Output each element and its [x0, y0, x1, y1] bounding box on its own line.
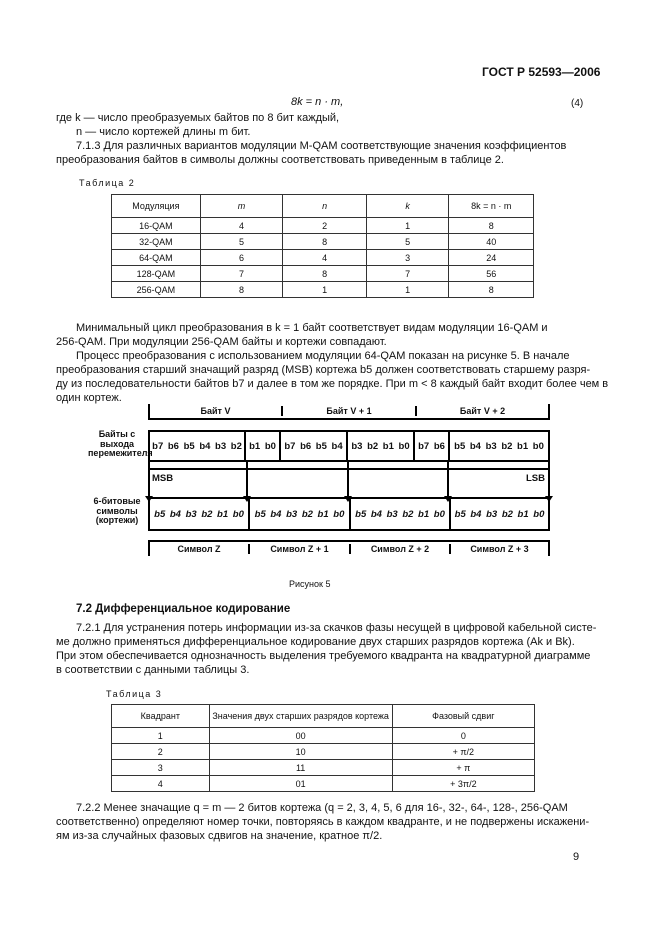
table-cell: 2: [112, 744, 210, 760]
table-row: [112, 266, 534, 282]
table-cell: 3: [112, 760, 210, 776]
table-cell: 56: [449, 266, 534, 282]
table-cell: 0: [392, 728, 534, 744]
para-proc-line-2: преобразования старший значащий разряд (MSB) кортежа b5 должен соответствовать старшему разря-: [56, 364, 591, 376]
table-cell: 2: [283, 218, 367, 234]
standard-header: ГОСТ Р 52593—2006: [482, 65, 601, 79]
table-cell: + π: [392, 760, 534, 776]
byte-bits: b7 b6: [415, 432, 450, 460]
table-cell: 5: [366, 234, 449, 250]
byte-label: Байт V: [200, 406, 231, 416]
table-row: [112, 250, 534, 266]
byte-bar-line: [148, 418, 550, 420]
table2-caption: Таблица 2: [79, 178, 136, 188]
msb-lsb-line: [148, 468, 550, 470]
para-722-line-2: соответственно) определяют номер точки, повторяясь в каждом квадранте, и не подвержены искажени-: [56, 816, 590, 828]
table-cell: 128-QAM: [112, 266, 201, 282]
para-proc-line-1: Процесс преобразования с использованием модуляции 64-QAM показан на рисунке 5. В начале: [76, 350, 570, 362]
symbol-bits: b5 b4 b3 b2 b1 b0: [454, 508, 545, 520]
symbol-bits: b5 b4 b3 b2 b1 b0: [250, 499, 351, 529]
symbol-bar: [148, 542, 550, 556]
symbol-label: Символ Z + 3: [449, 544, 548, 554]
table-cell: 4: [112, 776, 210, 792]
bytes-output-label: Байты с выхода перемежителя: [88, 429, 153, 458]
table-cell: 8: [283, 234, 367, 250]
para-713-line-2: преобразования байтов в символы должны соответствовать приведенным в таблице 2.: [56, 154, 504, 166]
table-cell: 4: [200, 218, 283, 234]
table-cell: 256-QAM: [112, 282, 201, 298]
table-cell: 3: [366, 250, 449, 266]
section-title: 7.2 Дифференциальное кодирование: [76, 603, 291, 615]
table-cell: 6: [200, 250, 283, 266]
table3-header: Квадрант: [112, 705, 210, 728]
table2-header: 8k = n · m: [449, 195, 534, 218]
table-cell: 1: [366, 282, 449, 298]
table-row: [112, 776, 535, 792]
table-cell: 8: [449, 218, 534, 234]
symbol-label: Символ Z + 1: [248, 544, 349, 554]
table-cell: 40: [449, 234, 534, 250]
formula-number: (4): [571, 98, 584, 109]
table2-header: m: [200, 195, 283, 218]
table3-header: Фазовый сдвиг: [392, 705, 534, 728]
table-cell: 16-QAM: [112, 218, 201, 234]
para-713-line-1: 7.1.3 Для различных вариантов модуляции M-QAM соответствующие значения коэффициентов: [76, 140, 567, 152]
table-cell: 7: [366, 266, 449, 282]
msb-label: MSB: [152, 473, 174, 484]
table2-header: n: [283, 195, 367, 218]
table-row: [112, 744, 535, 760]
para-722-line-3: ям из-за случайных фазовых сдвигов на значение, кратное π/2.: [56, 830, 383, 842]
table2-header: k: [366, 195, 449, 218]
symbol-label: Символ Z: [177, 544, 221, 554]
table2-header-row: [112, 195, 534, 218]
byte-bits: b3 b2 b1 b0: [348, 432, 415, 460]
table-cell: 01: [209, 776, 392, 792]
byte-header-bar: [148, 404, 550, 418]
byte-bits: b7 b6 b5 b4: [281, 432, 348, 460]
page-number: 9: [573, 851, 580, 863]
symbol-label: Символ Z + 2: [349, 544, 449, 554]
byte-bits: b1 b0: [246, 432, 281, 460]
table-row: [112, 282, 534, 298]
table-row: [112, 234, 534, 250]
table-row: [112, 728, 535, 744]
table-cell: 8: [283, 266, 367, 282]
lsb-label: LSB: [526, 473, 545, 484]
table-cell: 00: [209, 728, 392, 744]
bytes-row: [148, 430, 550, 462]
symbol-bits: b5 b4 b3 b2 b1 b0: [150, 499, 250, 529]
table-cell: 1: [112, 728, 210, 744]
para-min-line-1: Минимальный цикл преобразования в k = 1 байт соответствует видам модуляции 16-QAM и: [76, 322, 548, 334]
figure-caption: Рисунок 5: [289, 579, 331, 589]
symbol-bits: b5 b4 b3 b2 b1 b0: [351, 499, 451, 529]
table-row: [112, 760, 535, 776]
para-721-line-2: ме должно применяться дифференциальное кодирование двух старших разрядов кортежа (Ak и Bk).: [56, 636, 575, 648]
table-cell: 5: [200, 234, 283, 250]
table-cell: 1: [366, 218, 449, 234]
table-cell: 64-QAM: [112, 250, 201, 266]
table3-caption: Таблица 3: [106, 689, 163, 699]
para-proc-line-3: ду из последовательности байтов b7 и далее в том же порядке. При m < 8 каждый байт входит более чем в: [56, 378, 609, 390]
table3-header: Значения двух старших разрядов кортежа: [209, 705, 392, 728]
table2-header: Модуляция: [112, 195, 201, 218]
table-cell: 32-QAM: [112, 234, 201, 250]
para-721-line-3: При этом обеспечивается однозначность выделения требуемого квадранта на квадратурной диаграмме: [56, 650, 591, 662]
table3: [111, 704, 535, 792]
byte-label: Байт V + 1: [281, 406, 415, 416]
table-cell: 8: [449, 282, 534, 298]
where-line-1: где k — число преобразуемых байтов по 8 бит каждый,: [56, 112, 340, 124]
table3-header-row: [112, 705, 535, 728]
table-cell: + 3π/2: [392, 776, 534, 792]
table-cell: 4: [283, 250, 367, 266]
table2: [111, 194, 534, 298]
para-721-line-1: 7.2.1 Для устранения потерь информации из-за скачков фазы несущей в цифровой кабельной систе-: [76, 622, 597, 634]
table-row: [112, 218, 534, 234]
table-cell: 10: [209, 744, 392, 760]
table-cell: 8: [200, 282, 283, 298]
para-722-line-1: 7.2.2 Менее значащие q = m — 2 битов кортежа (q = 2, 3, 4, 5, 6 для 16-, 32-, 64-, 128-, 256-QAM: [76, 802, 568, 814]
table-cell: 24: [449, 250, 534, 266]
symbols-row: [148, 497, 550, 531]
symbols-label: 6-битовые символы (кортежи): [93, 496, 141, 525]
para-min-line-2: 256-QAM. При модуляции 256-QAM байты и кортежи совпадают.: [56, 336, 387, 348]
para-721-line-4: в соответствии с данными таблицы 3.: [56, 664, 250, 676]
table-cell: 1: [283, 282, 367, 298]
byte-bits: b5 b4 b3 b2 b1 b0: [454, 440, 544, 452]
para-proc-line-4: один кортеж.: [56, 392, 122, 404]
table-cell: 11: [209, 760, 392, 776]
formula: 8k = n · m,: [291, 96, 344, 108]
where-line-2: n — число кортежей длины m бит.: [76, 126, 251, 138]
table-cell: + π/2: [392, 744, 534, 760]
byte-label: Байт V + 2: [415, 406, 548, 416]
byte-bits: b7 b6 b5 b4 b3 b2: [150, 432, 246, 460]
table-cell: 7: [200, 266, 283, 282]
